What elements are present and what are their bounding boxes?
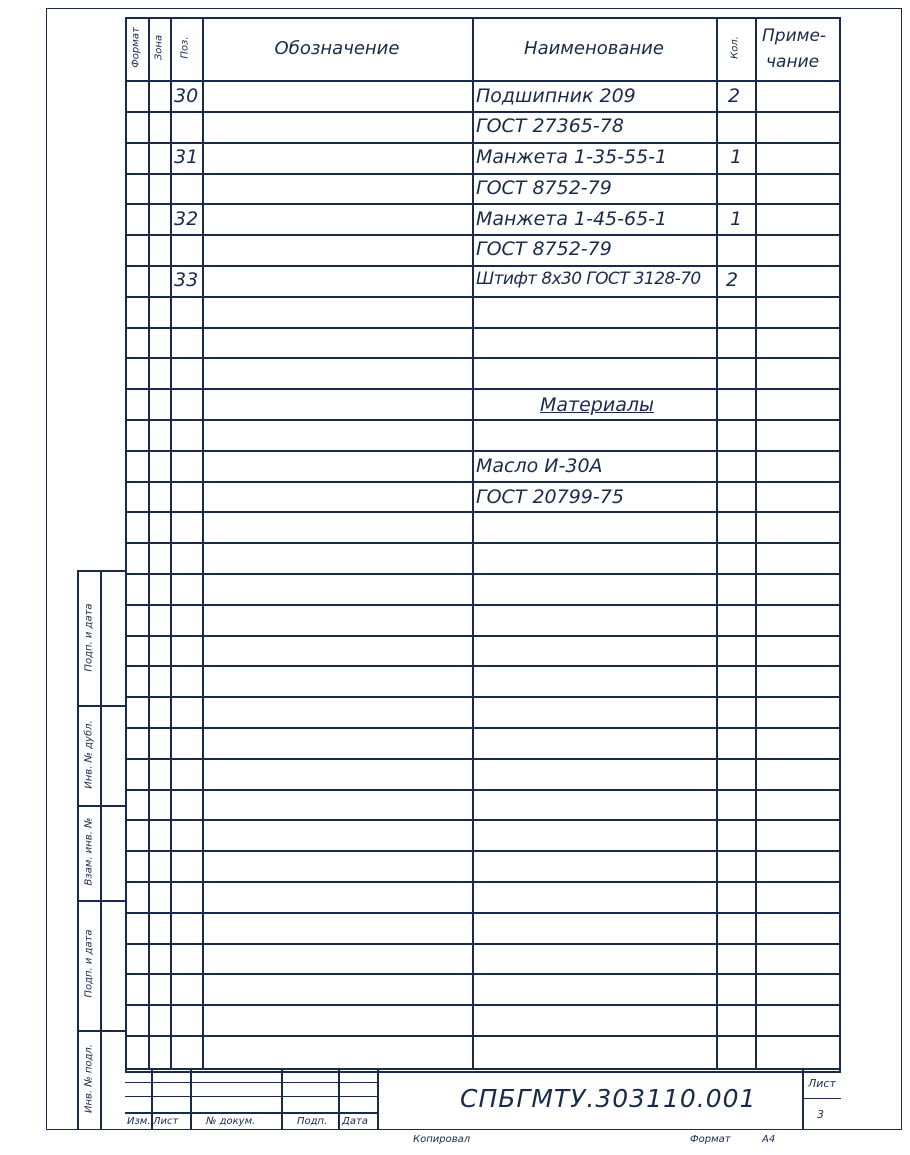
tb-sheet-label: Лист — [808, 1077, 836, 1090]
tb-col-4 — [338, 1068, 340, 1130]
row-separator — [125, 850, 841, 852]
row-separator — [125, 234, 841, 236]
row-separator — [125, 203, 841, 205]
tb-sheet-divider — [802, 1098, 841, 1099]
row-6-qty: 2 — [726, 269, 739, 291]
side-stamp-top — [77, 570, 125, 572]
row-separator — [125, 173, 841, 175]
row-2-qty: 1 — [730, 146, 743, 168]
tb-signature: Подп. — [297, 1116, 328, 1127]
tb-sheet: Лист — [153, 1116, 179, 1127]
side-label-sign-date-2: Подп. и дата — [83, 929, 95, 998]
row-separator — [125, 296, 841, 298]
spec-table-frame — [125, 17, 841, 1073]
section-title: Материалы — [540, 394, 654, 416]
row-separator — [125, 511, 841, 513]
row-separator — [125, 943, 841, 945]
row-separator — [125, 450, 841, 452]
header-format: Формат — [130, 27, 142, 68]
row-4-pos: 32 — [174, 208, 199, 230]
tb-date: Дата — [342, 1116, 368, 1127]
row-6-pos: 33 — [174, 269, 199, 291]
row-3-name: ГОСТ 8752-79 — [476, 177, 612, 199]
row-separator — [125, 727, 841, 729]
tb-change: Изм. — [127, 1116, 151, 1127]
row-separator — [125, 635, 841, 637]
header-zone: Зона — [153, 34, 165, 61]
row-separator — [125, 573, 841, 575]
row-4-name: Манжета 1-45-65-1 — [476, 208, 668, 230]
row-5-name: ГОСТ 8752-79 — [476, 238, 612, 260]
row-separator — [125, 973, 841, 975]
row-0-qty: 2 — [728, 85, 741, 107]
row-separator — [125, 327, 841, 329]
header-note-line2: чание — [766, 52, 820, 72]
header-designation: Обозначение — [274, 38, 400, 59]
tb-col-6 — [802, 1068, 804, 1130]
material-0: Масло И-30А — [476, 455, 603, 477]
row-separator — [125, 388, 841, 390]
row-separator — [125, 881, 841, 883]
footer-copied: Копировал — [413, 1134, 471, 1145]
row-separator — [125, 481, 841, 483]
row-0-name: Подшипник 209 — [476, 85, 636, 107]
row-separator — [125, 789, 841, 791]
row-2-name: Манжета 1-35-55-1 — [476, 146, 668, 168]
tb-col-2 — [190, 1068, 192, 1130]
side-label-replace-inv: Взам. инв. № — [83, 817, 95, 886]
tb-col-3 — [281, 1068, 283, 1130]
header-pos: Поз. — [179, 36, 191, 59]
row-separator — [125, 1035, 841, 1037]
material-1: ГОСТ 20799-75 — [476, 486, 624, 508]
side-stamp-left — [77, 570, 79, 1130]
header-name: Наименование — [524, 38, 664, 59]
row-separator — [125, 111, 841, 113]
side-label-inv-dup: Инв. № дубл. — [83, 720, 95, 789]
side-label-inv-orig: Инв. № подл. — [83, 1044, 95, 1113]
tb-doc-no: № докум. — [206, 1116, 256, 1127]
row-separator — [125, 1004, 841, 1006]
row-separator — [125, 265, 841, 267]
row-separator — [125, 419, 841, 421]
row-2-pos: 31 — [174, 146, 199, 168]
header-qty: Кол. — [729, 36, 741, 59]
row-1-name: ГОСТ 27365-78 — [476, 115, 624, 137]
doc-number: СПБГМТУ.303110.001 — [460, 1084, 757, 1113]
row-separator — [125, 542, 841, 544]
tb-col-5 — [377, 1068, 379, 1130]
row-separator — [125, 604, 841, 606]
row-separator — [125, 912, 841, 914]
tb-sheet-number: 3 — [817, 1108, 824, 1121]
title-block-top — [125, 1068, 841, 1070]
side-stamp-mid — [100, 570, 102, 1130]
side-label-sign-date-1: Подп. и дата — [83, 603, 95, 672]
row-0-pos: 30 — [174, 85, 199, 107]
row-separator — [125, 819, 841, 821]
row-6-name: Штифт 8х30 ГОСТ 3128-70 — [476, 269, 701, 289]
row-separator — [125, 357, 841, 359]
header-note-line1: Приме- — [762, 26, 827, 46]
row-separator — [125, 758, 841, 760]
header-divider — [125, 80, 841, 82]
row-separator — [125, 665, 841, 667]
row-4-qty: 1 — [730, 208, 743, 230]
row-separator — [125, 696, 841, 698]
row-separator — [125, 142, 841, 144]
footer-format-value: А4 — [762, 1134, 776, 1145]
footer-format-label: Формат — [690, 1134, 731, 1145]
